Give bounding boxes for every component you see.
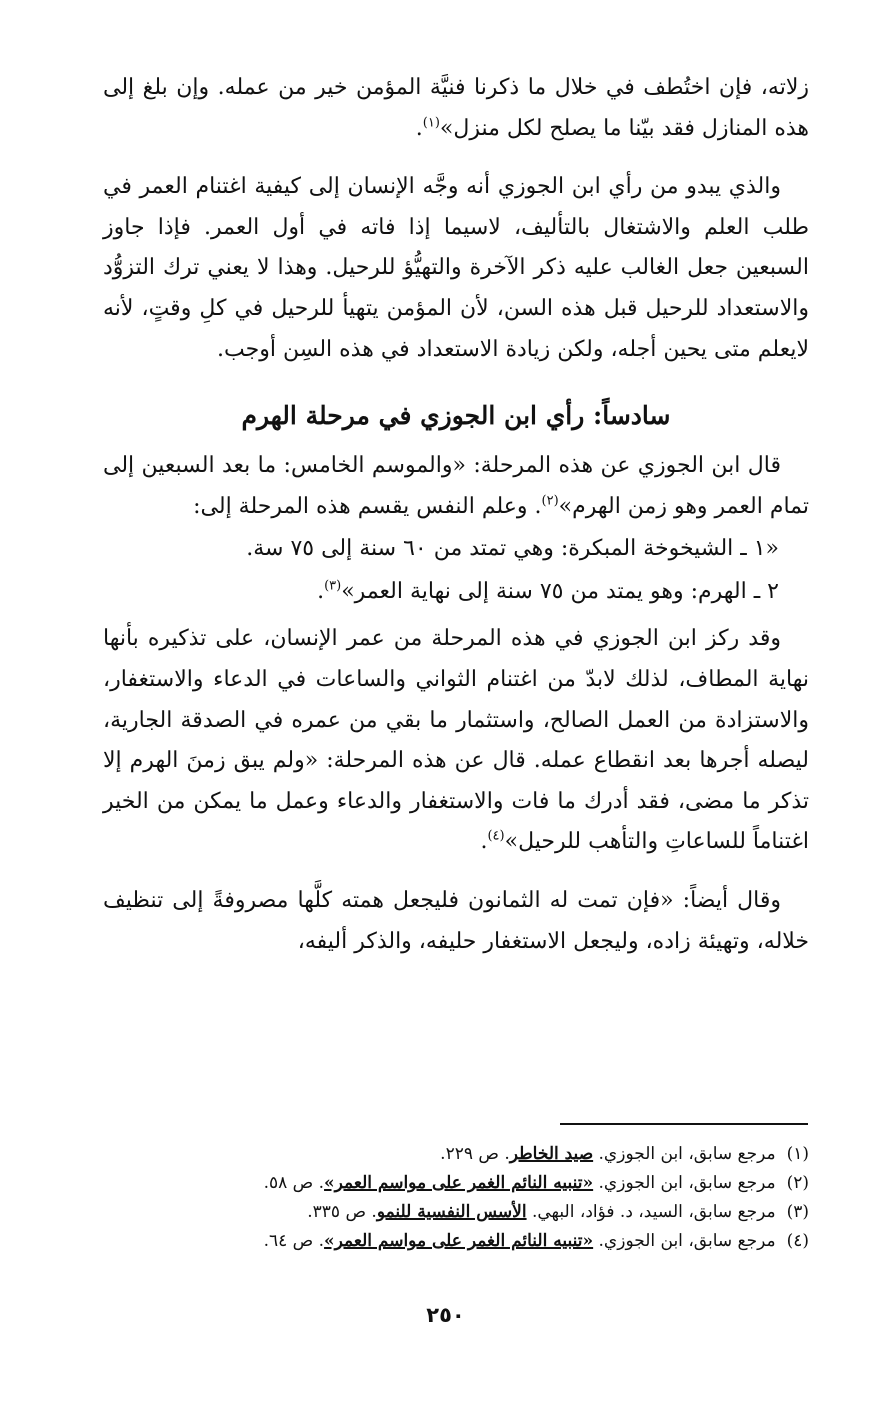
footnote-page: . ص ٢٢٩. bbox=[440, 1144, 510, 1164]
paragraph-1-end: . bbox=[415, 115, 423, 141]
footnote-page: . ص ٦٤. bbox=[263, 1231, 325, 1251]
list-item-2-text: ٢ ـ الهرم: وهو يمتد من ٧٥ سنة إلى نهاية العمر» bbox=[341, 579, 779, 605]
footnote-source-title: «تنبيه النائم الغمر على مواسم العمر» bbox=[324, 1231, 594, 1251]
footnote-author: مرجع سابق، السيد، د. فؤاد، البهي. bbox=[531, 1202, 776, 1222]
footnote-page: . ص ٣٣٥. bbox=[307, 1202, 377, 1222]
list-item-2-end: . bbox=[317, 579, 325, 605]
section-heading: سادساً: رأي ابن الجوزي في مرحلة الهرم bbox=[241, 401, 671, 431]
footnote-number: (١) bbox=[786, 1144, 809, 1164]
footnotes bbox=[103, 1140, 809, 1256]
paragraph-3-text: قال ابن الجوزي عن هذه المرحلة: «والموسم الخامس: ما بعد السبعين إلى تمام العمر وهو زمن الهرم» bbox=[103, 453, 809, 519]
footnote-3 bbox=[103, 1198, 809, 1227]
footnote-source-title: صيد الخاطر bbox=[509, 1144, 594, 1164]
footnote-source-title: الأسس النفسية للنمو bbox=[376, 1202, 527, 1222]
paragraph-4-end: . bbox=[480, 829, 488, 855]
paragraph-3 bbox=[103, 446, 809, 527]
footnote-ref-4: (٤) bbox=[487, 828, 505, 844]
footnote-separator bbox=[560, 1123, 808, 1125]
list-item-1: «١ ـ الشيخوخة المبكرة: وهي تمتد من ٦٠ سنة إلى ٧٥ سة. bbox=[246, 536, 779, 562]
footnote-2 bbox=[103, 1169, 809, 1198]
paragraph-4 bbox=[103, 619, 809, 863]
paragraph-2: والذي يبدو من رأي ابن الجوزي أنه وجَّه الإنسان إلى كيفية اغتنام العمر في طلب العلم والاشتغال بالتأليف، لاسيما إذا فاته في أول العمر. فإذا جاوز السبعين جعل الغالب عليه ذكر الآخرة والتهيُّؤ للرحيل. وهذا لا يعني ترك التزوُّد والاستعداد للرحيل قبل هذه السن، لأن المؤمن يتهيأ للرحيل في كلِ وقتٍ، لأنه لايعلم متى يحين أجله، ولكن زيادة الاستعداد في هذه السِن أوجب. bbox=[103, 174, 809, 362]
footnote-number: (٣) bbox=[786, 1202, 809, 1222]
footnote-ref-2: (٢) bbox=[541, 493, 559, 509]
main-text bbox=[103, 68, 809, 962]
footnote-author: مرجع سابق، ابن الجوزي. bbox=[598, 1173, 776, 1193]
footnote-ref-3: (٣) bbox=[324, 579, 342, 595]
footnote-1 bbox=[103, 1140, 809, 1169]
footnote-number: (٢) bbox=[786, 1173, 809, 1193]
paragraph-3-text-end: . وعلم النفس يقسم هذه المرحلة إلى: bbox=[193, 493, 542, 519]
paragraph-5: وقال أيضاً: «فإن تمت له الثمانون فليجعل همته كلَّها مصروفةً إلى تنظيف خلاله، وتهيئة زاده، وليجعل الاستغفار حليفه، والذكر أليفه، bbox=[103, 887, 809, 954]
paragraph-1 bbox=[103, 68, 809, 149]
paragraph-4-text: وقد ركز ابن الجوزي في هذه المرحلة من عمر الإنسان، على تذكيره بأنها نهاية المطاف، لذلك لابدّ من اغتنام الثواني والساعات في الدعاء والاستغفار، والاستزادة من العمل الصالح، واستثمار ما بقي من عمره في الصدقة الجارية، ليصله أجرها بعد انقطاع عمله. قال عن هذه المرحلة: «ولم يبق زمنَ الهرم إلا تذكر ما مضى، فقد أدرك ما فات والاستغفار والدعاء وعمل ما يمكن من الخير اغتناماً للساعاتِ والتأهب للرحيل» bbox=[103, 626, 809, 855]
footnote-number: (٤) bbox=[786, 1231, 809, 1251]
paragraph-1-text: زلاته، فإن اختُطف في خلال ما ذكرنا فنيَّة المؤمن خير من عمله. وإن بلغ إلى هذه المنازل فقد بيّنا ما يصلح لكل منزل» bbox=[103, 75, 809, 141]
page-number: ٢٥٠ bbox=[426, 1303, 465, 1327]
footnote-source-title: «تنبيه النائم الغمر على مواسم العمر» bbox=[324, 1173, 594, 1193]
footnote-author: مرجع سابق، ابن الجوزي. bbox=[598, 1144, 776, 1164]
list-item-2 bbox=[103, 570, 809, 613]
footnote-author: مرجع سابق، ابن الجوزي. bbox=[598, 1231, 776, 1251]
footnote-ref-1: (١) bbox=[422, 115, 440, 131]
footnote-page: . ص ٥٨. bbox=[263, 1173, 325, 1193]
footnote-4 bbox=[103, 1227, 809, 1256]
